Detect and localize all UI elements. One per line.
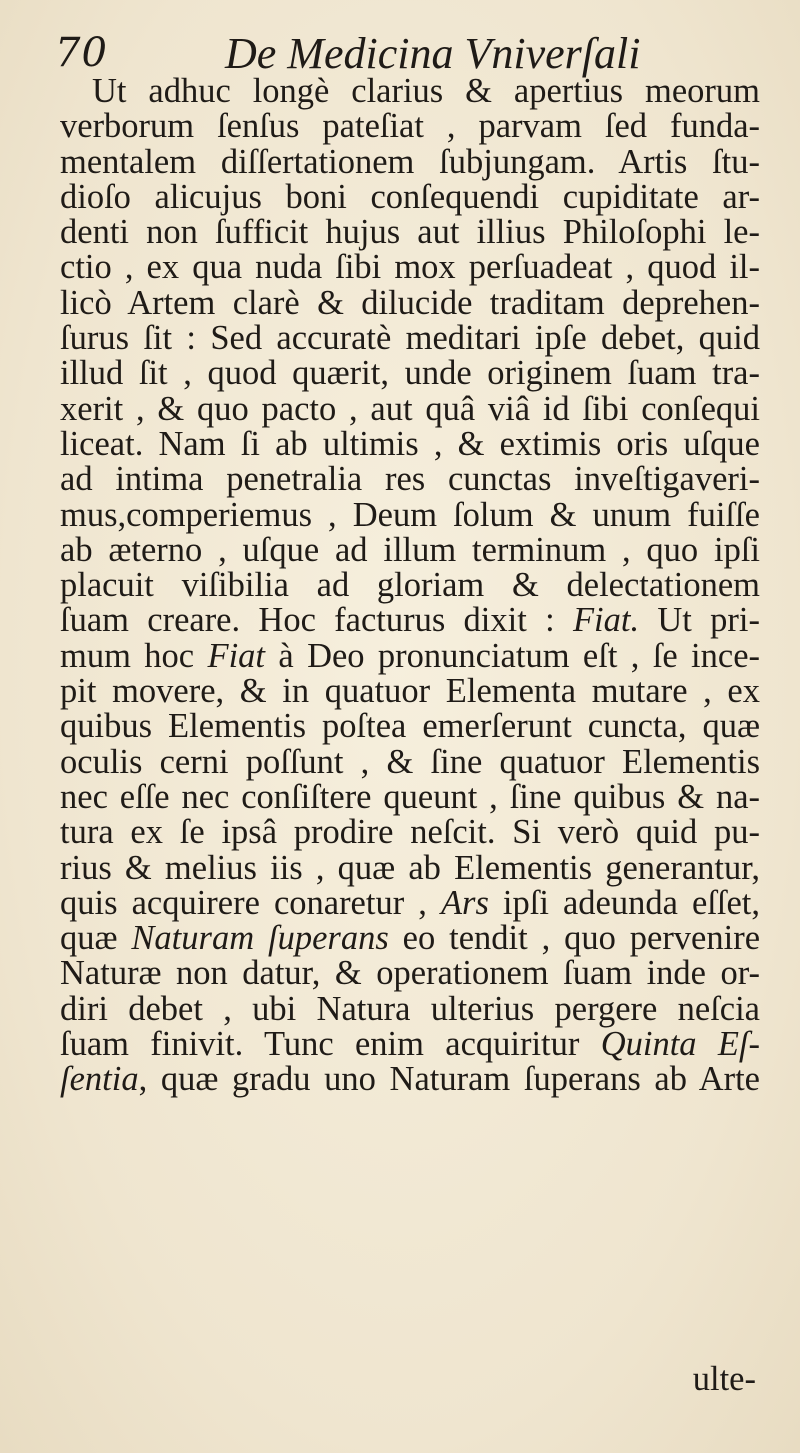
italic-word: Naturam ſuperans	[131, 919, 389, 958]
text-line: diri debet , ubi Natura ulterius pergere neſcia	[60, 989, 760, 1028]
text-line: tura ex ſe ipsâ prodire neſcit. Si verò quid pu-	[60, 813, 760, 852]
text-line: denti non ſufficit hujus aut illius Philoſophi le-	[60, 213, 760, 252]
text-line: ad intima penetralia res cunctas inveſtigaveri-	[60, 460, 760, 499]
page-number: 70	[55, 30, 108, 76]
text-line: ſuam finivit. Tunc enim acquiritur Quinta Eſ-	[60, 1025, 760, 1064]
text-line: ſurus ſit : Sed accuratè meditari ipſe debet, quid	[60, 319, 760, 358]
text-line: placuit viſibilia ad gloriam & delectationem	[60, 566, 760, 605]
italic-word: Fiat	[207, 636, 265, 675]
text-line: pit movere, & in quatuor Elementa mutare , ex	[60, 672, 760, 711]
running-title: De Medicina Vniverſali	[225, 29, 641, 78]
body-text	[60, 74, 760, 1098]
text-line: mentalem diſſertationem ſubjungam. Artis ſtu-	[60, 142, 760, 181]
text-line: illud ſit , quod quærit, unde originem ſuam tra-	[60, 354, 760, 393]
text-line: Ut adhuc longè clarius & apertius meorum	[92, 72, 760, 110]
text-line: verborum ſenſus pateſiat , parvam ſed funda-	[60, 107, 760, 146]
italic-word: ſentia	[60, 1060, 139, 1099]
text-line: oculis cerni poſſunt , & ſine quatuor Elementis	[60, 742, 760, 781]
italic-word: Fiat.	[572, 601, 640, 640]
text-line: xerit , & quo pacto , aut quâ viâ id ſibi conſequi	[60, 389, 760, 428]
text-line: dioſo alicujus boni conſequendi cupiditate ar-	[60, 177, 760, 216]
text-line: ſentia, quæ gradu uno Naturam ſuperans ab Arte	[60, 1060, 760, 1099]
italic-word: Quinta Eſ-	[600, 1025, 760, 1064]
text-line: rius & melius iis , quæ ab Elementis generantur,	[60, 848, 760, 887]
text-line: nec eſſe nec conſiſtere queunt , ſine quibus & na-	[60, 777, 760, 816]
text-line: licò Artem clarè & dilucide traditam deprehen-	[60, 283, 760, 322]
text-line: quibus Elementis poſtea emerſerunt cuncta, quæ	[60, 707, 760, 746]
text-line: liceat. Nam ſi ab ultimis , & extimis oris uſque	[60, 424, 760, 463]
catchword: ulte-	[692, 1360, 756, 1398]
text-line: ctio , ex qua nuda ſibi mox perſuadeat , quod il-	[60, 248, 760, 287]
text-line: quis acquirere conaretur , Ars ipſi adeunda eſſet,	[60, 883, 760, 922]
italic-word: Ars	[440, 883, 489, 922]
text-line: ſuam creare. Hoc facturus dixit : Fiat. Ut pri-	[60, 601, 760, 640]
text-line: mus,comperiemus , Deum ſolum & unum fuiſſe	[60, 495, 760, 534]
text-line: Naturæ non datur, & operationem ſuam inde or-	[60, 954, 760, 993]
text-line: mum hoc Fiat à Deo pronunciatum eſt , ſe ince-	[60, 636, 761, 675]
text-line: quæ Naturam ſuperans eo tendit , quo pervenire	[60, 919, 761, 958]
text-line: ab æterno , uſque ad illum terminum , quo ipſi	[60, 530, 760, 569]
